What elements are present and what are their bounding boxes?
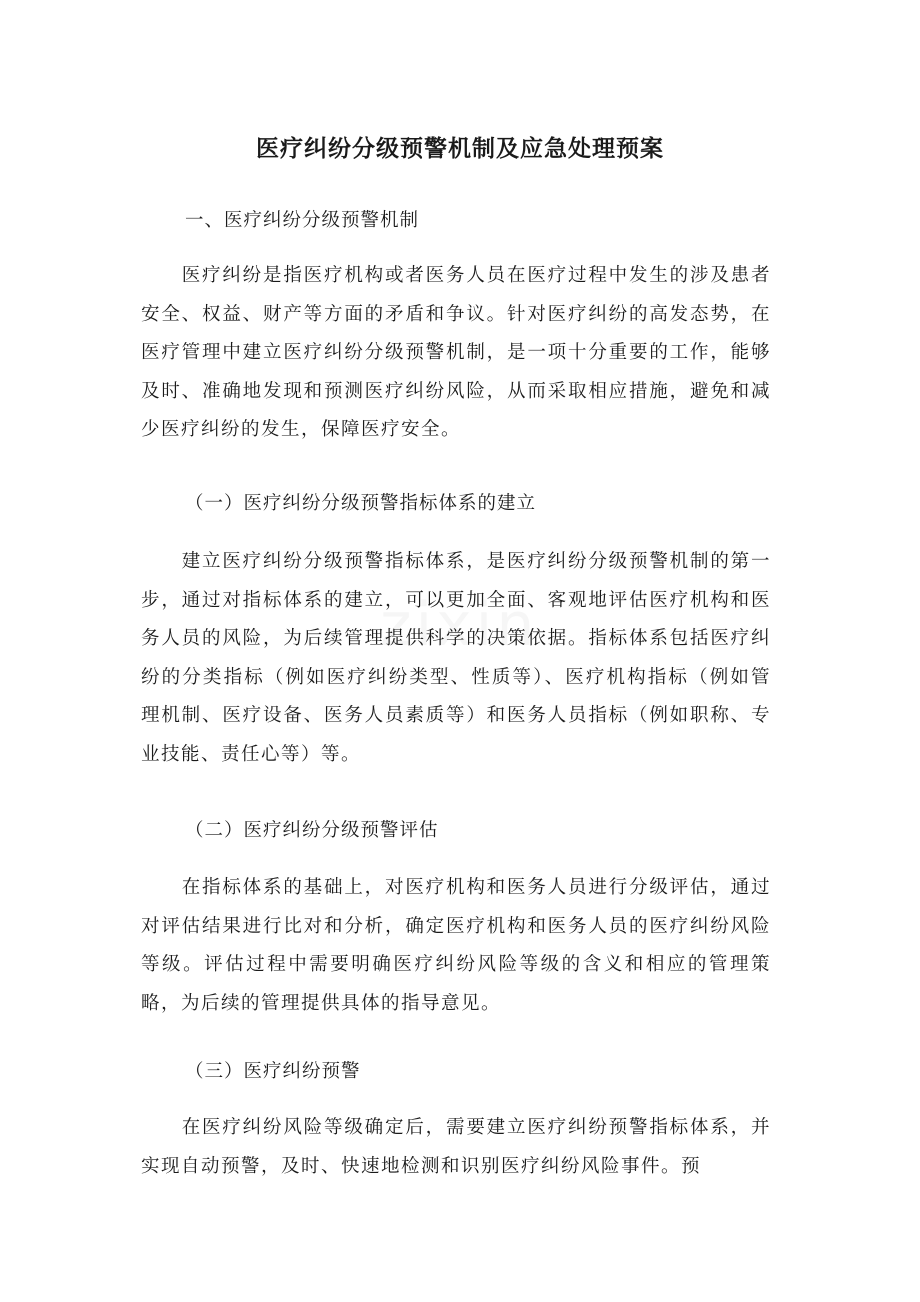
paragraph-1: 医疗纠纷是指医疗机构或者医务人员在医疗过程中发生的涉及患者安全、权益、财产等方面的矛盾和争议。针对医疗纠纷的高发态势，在医疗管理中建立医疗纠纷分级预警机制，是一项十分重要的工作，能够及时、准确地发现和预测医疗纠纷风险，从而采取相应措施，避免和减少医疗纠纷的发生，保障医疗安全。 [141,265,771,440]
section-heading-1: 一、医疗纠纷分级预警机制 [185,210,420,231]
paragraph-3: 在指标体系的基础上，对医疗机构和医务人员进行分级评估，通过对评估结果进行比对和分析，确定医疗机构和医务人员的医疗纠纷风险等级。评估过程中需要明确医疗纠纷风险等级的含义和相应的管理策略，为后续的管理提供具体的指导意见。 [141,877,771,1014]
paragraph-2: 建立医疗纠纷分级预警指标体系，是医疗纠纷分级预警机制的第一步，通过对指标体系的建立，可以更加全面、客观地评估医疗机构和医务人员的风险，为后续管理提供科学的决策依据。指标体系包括医疗纠纷的分类指标（例如医疗纠纷类型、性质等）、医疗机构指标（例如管理机制、医疗设备、医务人员素质等）和医务人员指标（例如职称、专业技能、责任心等）等。 [141,551,771,765]
subsection-heading-2: （二）医疗纠纷分级预警评估 [185,820,439,841]
subsection-heading-1: （一）医疗纠纷分级预警指标体系的建立 [185,493,537,514]
paragraph-4: 在医疗纠纷风险等级确定后，需要建立医疗纠纷预警指标体系，并实现自动预警，及时、快速地检测和识别医疗纠纷风险事件。预 [141,1117,771,1177]
document-title: 医疗纠纷分级预警机制及应急处理预案 [256,136,664,162]
subsection-heading-3: （三）医疗纠纷预警 [185,1061,361,1082]
